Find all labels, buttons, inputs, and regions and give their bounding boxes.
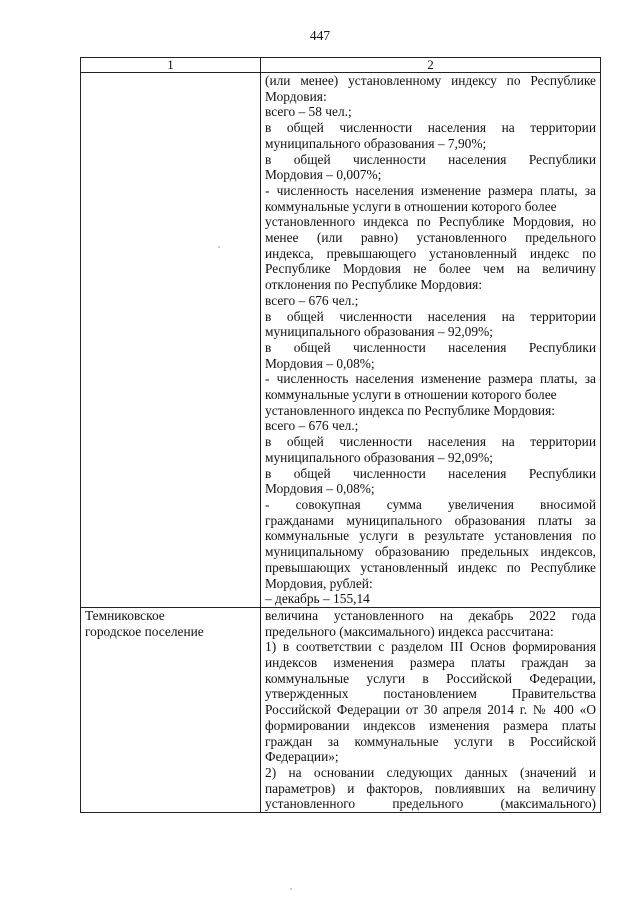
description-line: Мордовия: <box>265 88 327 104</box>
description-line: предельного (максимального) индекса рассчитана: <box>265 623 554 639</box>
description-line: в общей численности населения Республики <box>265 151 596 167</box>
column-header-2: 2 <box>261 58 601 73</box>
description-line: всего – 676 чел.; <box>265 418 359 434</box>
description-line: коммунальные услуги в Российской Федерации, <box>265 670 596 686</box>
description-line: – декабрь – 155,14 <box>265 591 370 607</box>
description-line: в общей численности населения на территории <box>265 120 596 136</box>
description-line: муниципального образования – 7,90%; <box>265 135 487 151</box>
description-line: Мордовия, рублей: <box>265 575 373 591</box>
description-line: величина установленного на декабрь 2022 года <box>265 607 596 623</box>
description-line: коммунальные услуги в результате установления по <box>265 528 596 544</box>
description-line: установленного предельного (максимального) <box>265 796 596 812</box>
description-line: индексов изменения размера платы граждан за <box>265 655 596 671</box>
description-cell <box>261 607 601 812</box>
description-line: (или менее) установленному индексу по Республике <box>265 73 596 88</box>
municipality-cell <box>81 73 261 608</box>
description-line: - численность населения изменение размера платы, за <box>265 182 596 198</box>
description-line: Мордовия – 0,007%; <box>265 167 382 183</box>
municipality-name-line: Темниковское <box>85 607 165 623</box>
description-line: установленного индекса по Республике Мордовия: <box>265 402 555 418</box>
description-line: муниципального образования – 92,09%; <box>265 324 493 340</box>
table-row <box>81 73 601 608</box>
description-line: всего – 676 чел.; <box>265 292 359 308</box>
table-header-row <box>81 58 601 73</box>
description-line: менее (или равно) установленного предельного <box>265 230 596 246</box>
description-line: превышающих установленный индекс по Республике <box>265 559 596 575</box>
description-line: формировании индексов изменения размера платы <box>265 717 596 733</box>
description-line: Мордовия – 0,08%; <box>265 481 375 497</box>
description-line: муниципального образования – 92,09%; <box>265 449 493 465</box>
description-line: гражданами муниципального образования платы за <box>265 512 596 528</box>
description-line: Российской Федерации от 30 апреля 2014 г. № 400 «О <box>265 702 596 718</box>
municipality-name-line: городское поселение <box>85 623 204 639</box>
description-line: отклонения по Республике Мордовия: <box>265 277 483 293</box>
page-number: 447 <box>309 28 331 43</box>
description-line: Мордовия – 0,08%; <box>265 355 375 371</box>
description-line: коммунальные услуги в отношении которого более <box>265 198 557 214</box>
description-line: - численность населения изменение размера платы, за <box>265 371 596 387</box>
description-line: индекса, превышающего установленный индекс по <box>265 245 596 261</box>
description-line: муниципальному образованию предельных индексов, <box>265 544 596 560</box>
scan-artifact <box>290 888 292 890</box>
table-row <box>81 607 601 812</box>
description-line: - совокупная сумма увеличения вносимой <box>265 496 596 512</box>
description-line: граждан за коммунальные услуги в Российской <box>265 733 596 749</box>
scan-artifact <box>218 246 220 248</box>
description-line: параметров) и факторов, повлиявших на величину <box>265 780 596 796</box>
description-line: в общей численности населения на территории <box>265 434 596 450</box>
description-cell <box>261 73 601 608</box>
description-line: 1) в соответствии с разделом III Основ формирования <box>265 639 596 655</box>
description-line: установленного индекса по Республике Мордовия, но <box>265 214 596 230</box>
tariff-index-table <box>80 57 601 813</box>
column-header-1: 1 <box>81 58 261 73</box>
description-line: всего – 58 чел.; <box>265 104 352 120</box>
description-line: Федерации»; <box>265 749 339 765</box>
description-line: в общей численности населения Республики <box>265 465 596 481</box>
description-line: в общей численности населения Республики <box>265 339 596 355</box>
description-line: утвержденных постановлением Правительства <box>265 686 596 702</box>
description-line: коммунальные услуги в отношении которого более <box>265 387 557 403</box>
description-line: Республике Мордовия не более чем на величину <box>265 261 596 277</box>
description-line: 2) на основании следующих данных (значений и <box>265 764 596 780</box>
municipality-cell <box>81 607 261 812</box>
description-line: в общей численности населения на территории <box>265 308 596 324</box>
